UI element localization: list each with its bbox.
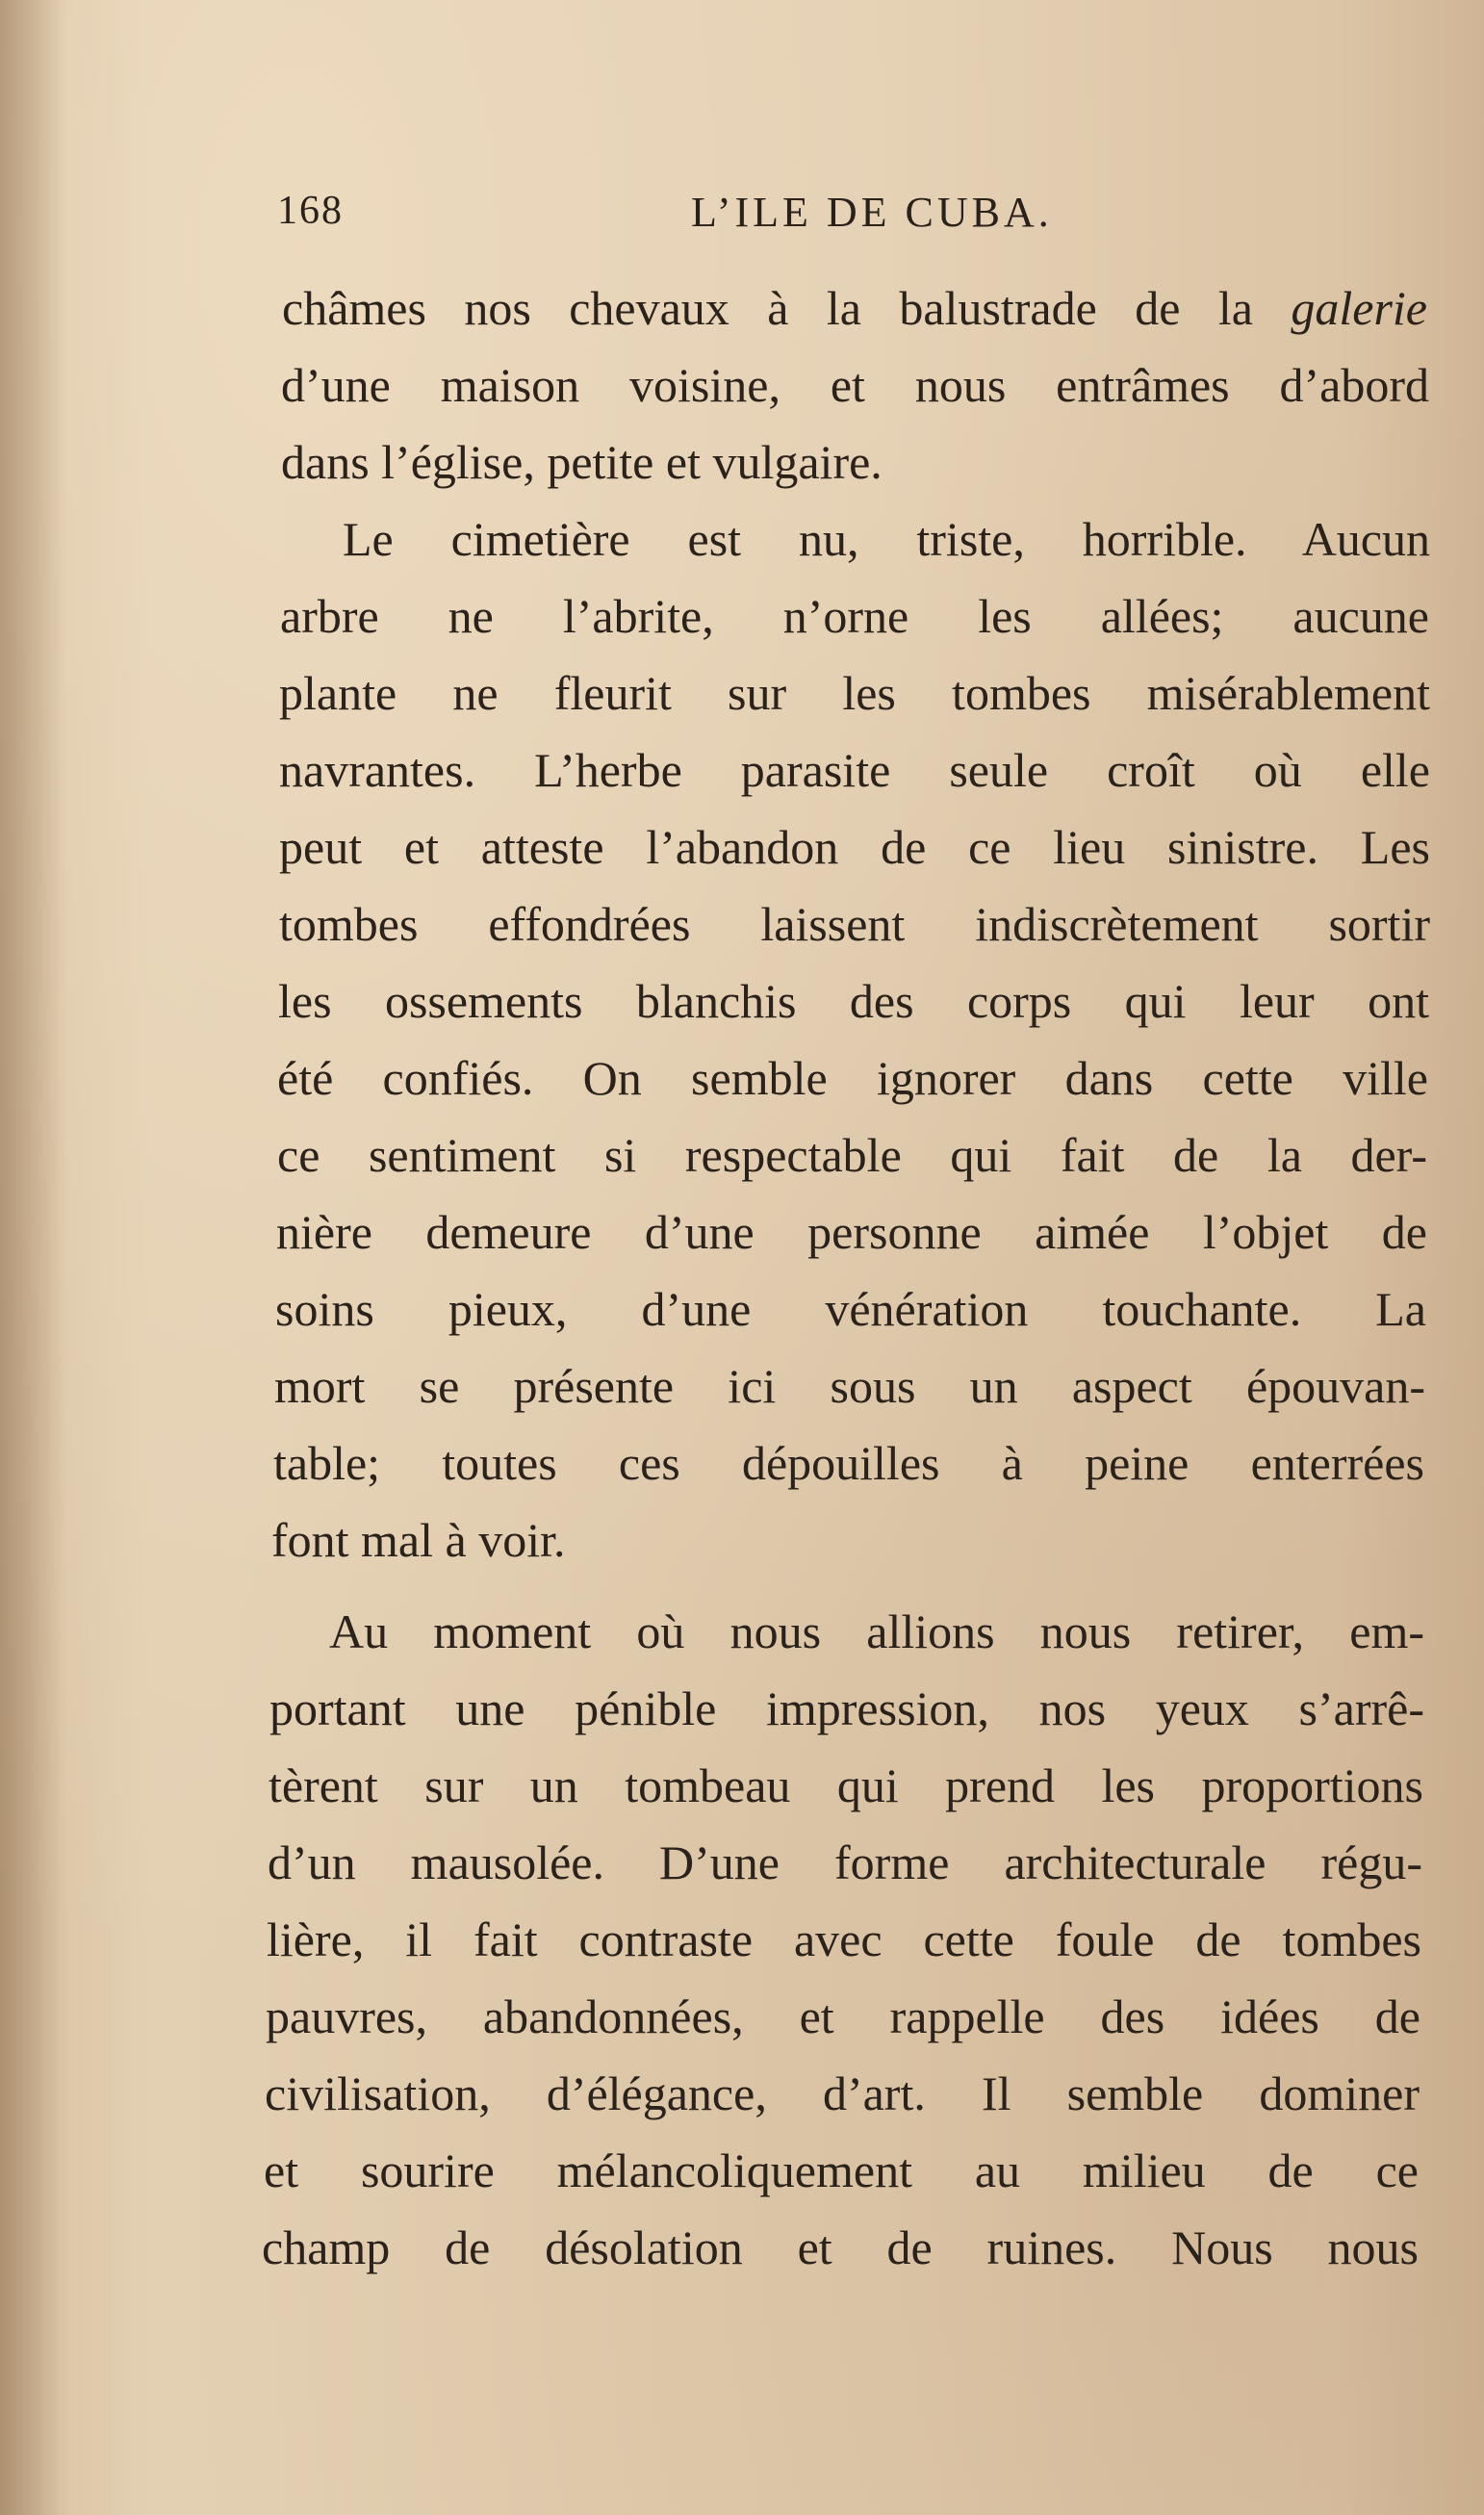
text-line: ce sentiment si respectable qui fait de la der- — [277, 1128, 1427, 1182]
text-line: été confiés. On semble ignorer dans cette ville — [277, 1051, 1428, 1105]
running-title: L’ILE DE CUBA. — [691, 189, 1053, 236]
page-header — [277, 188, 1432, 245]
text-line: d’une maison voisine, et nous entrâmes d’abord — [281, 358, 1429, 412]
text-line: font mal à voir. — [271, 1513, 566, 1567]
text-line: tombes effondrées laissent indiscrètement sortir — [279, 897, 1430, 951]
text-line: champ de désolation et de ruines. Nous nous — [262, 2220, 1419, 2274]
text-line: Au moment où nous allions nous retirer, em- — [329, 1604, 1424, 1658]
text-line: châmes nos chevaux à la balustrade de la galerie — [282, 281, 1427, 335]
text-line: portant une pénible impression, nos yeux s’arrê- — [269, 1681, 1424, 1735]
text-line: mort se présente ici sous un aspect épouvan- — [274, 1359, 1425, 1413]
text-line: nière demeure d’une personne aimée l’objet de — [276, 1205, 1427, 1259]
text-line: table; toutes ces dépouilles à peine enterrées — [273, 1436, 1424, 1490]
italic-word: galerie — [1291, 281, 1427, 335]
text-line: civilisation, d’élégance, d’art. Il semble dominer — [265, 2066, 1420, 2120]
text-line: d’un mausolée. D’une forme architecturale régu- — [268, 1835, 1422, 1889]
text-line: Le cimetière est nu, triste, horrible. Aucun — [343, 512, 1430, 566]
text-line: navrantes. L’herbe parasite seule croît où elle — [279, 743, 1430, 797]
text-line: plante ne fleurit sur les tombes misérablement — [279, 666, 1430, 720]
text-line: tèrent sur un tombeau qui prend les proportions — [269, 1758, 1423, 1812]
page-gutter-shadow — [0, 0, 67, 2515]
text-line: arbre ne l’abrite, n’orne les allées; aucune — [280, 589, 1429, 643]
text-line: soins pieux, d’une vénération touchante. La — [275, 1282, 1426, 1336]
text-line: et sourire mélancoliquement au milieu de ce — [264, 2143, 1419, 2197]
page-number: 168 — [277, 189, 344, 233]
text-line: dans l’église, petite et vulgaire. — [281, 435, 883, 489]
text-line: lière, il fait contraste avec cette foule de tombes — [267, 1912, 1421, 1966]
text-line: les ossements blanchis des corps qui leur ont — [278, 974, 1429, 1028]
text-line: peut et atteste l’abandon de ce lieu sinistre. Les — [279, 820, 1430, 874]
text-line: pauvres, abandonnées, et rappelle des idées de — [266, 1989, 1420, 2043]
